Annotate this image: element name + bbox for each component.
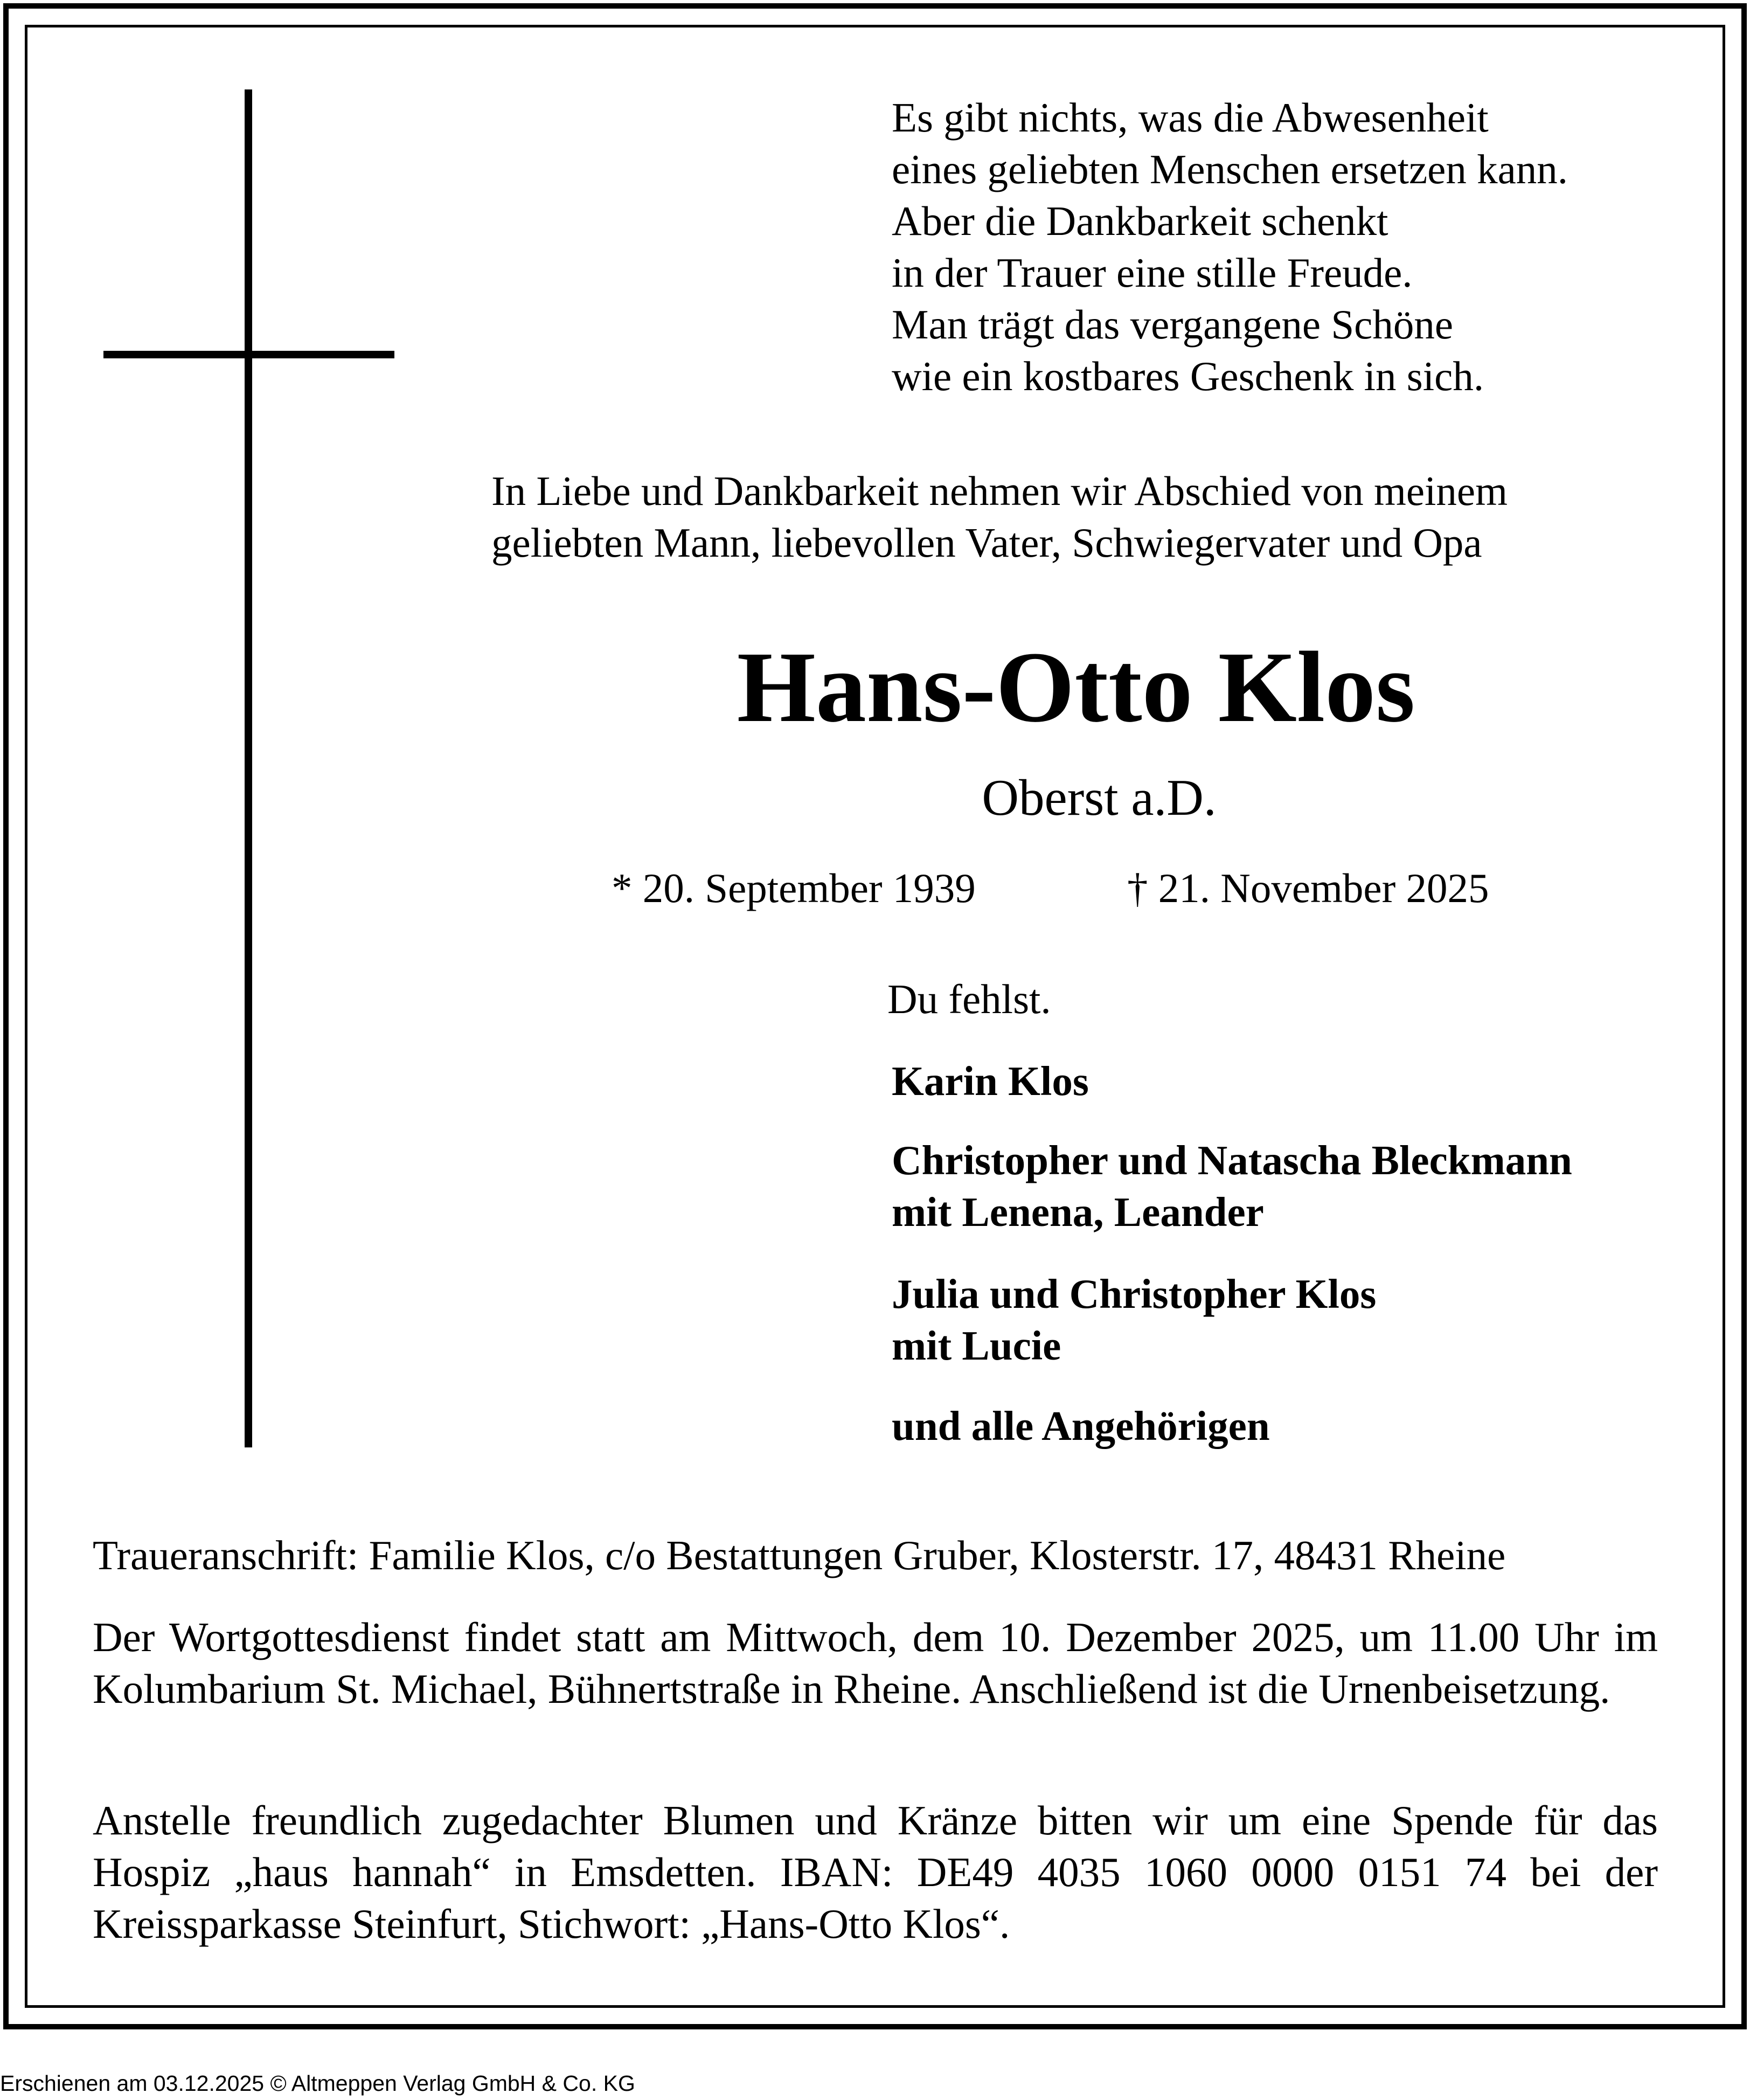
farewell-intro xyxy=(491,465,1661,569)
intro-line: In Liebe und Dankbarkeit nehmen wir Abschied von meinem xyxy=(491,468,1508,514)
poem-line: wie ein kostbares Geschenk in sich. xyxy=(892,353,1484,399)
death-date: † 21. November 2025 xyxy=(1127,865,1489,911)
deceased-name: Hans-Otto Klos xyxy=(737,630,1415,743)
family-line: Julia und Christopher Klos xyxy=(892,1271,1377,1317)
family-line: mit Lenena, Leander xyxy=(892,1189,1264,1235)
cross-icon-vertical-bar xyxy=(245,89,252,1447)
family-line: Christopher und Natascha Bleckmann xyxy=(892,1137,1572,1183)
birth-date: * 20. September 1939 xyxy=(612,865,976,911)
poem-line: Es gibt nichts, was die Abwesenheit xyxy=(892,94,1489,141)
family-member xyxy=(892,1400,1270,1452)
donation-info: Anstelle freundlich zugedachter Blumen und Kränze bitten wir um eine Spende für das Hospiz „haus hannah“ in Emsdetten. IBAN: DE49 4035 1060 0000 0151 74 bei der Kreissparkasse Steinfurt, Stichwort: „Hans-Otto Klos“. xyxy=(93,1797,1658,1947)
family-member xyxy=(892,1055,1089,1107)
family-line: Karin Klos xyxy=(892,1058,1089,1104)
family-line: mit Lucie xyxy=(892,1322,1061,1369)
deceased-rank-title: Oberst a.D. xyxy=(982,769,1217,826)
you-are-missed-text: Du fehlst. xyxy=(887,976,1051,1022)
poem-line: Man trägt das vergangene Schöne xyxy=(892,301,1454,348)
poem-line: eines geliebten Menschen ersetzen kann. xyxy=(892,146,1568,192)
mourning-address: Traueranschrift: Familie Klos, c/o Bestattungen Gruber, Klosterstr. 17, 48431 Rheine xyxy=(93,1532,1506,1578)
intro-line: geliebten Mann, liebevollen Vater, Schwiegervater und Opa xyxy=(491,519,1482,566)
poem-line: Aber die Dankbarkeit schenkt xyxy=(892,198,1388,244)
service-info: Der Wortgottesdienst findet statt am Mittwoch, dem 10. Dezember 2025, um 11.00 Uhr im Kolumbarium St. Michael, Bühnertstraße in Rheine. Anschließend ist die Urnenbeisetzung. xyxy=(93,1614,1658,1712)
poem-line: in der Trauer eine stille Freude. xyxy=(892,249,1413,296)
cross-icon-horizontal-bar xyxy=(103,351,394,358)
family-member xyxy=(892,1134,1572,1238)
publication-footer: Erschienen am 03.12.2025 © Altmeppen Verlag GmbH & Co. KG xyxy=(0,2071,635,2096)
family-line: und alle Angehörigen xyxy=(892,1403,1270,1449)
family-member xyxy=(892,1268,1376,1371)
poem-block xyxy=(892,92,1568,402)
